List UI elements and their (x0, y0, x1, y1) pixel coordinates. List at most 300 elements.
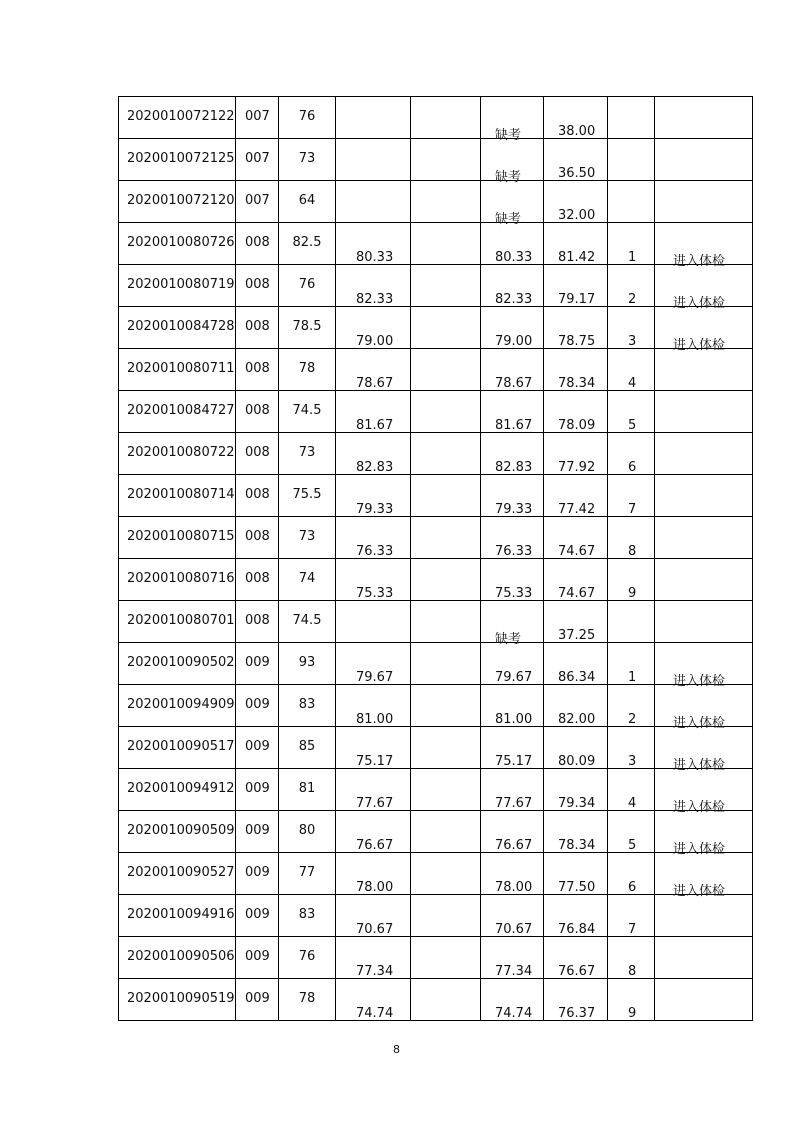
candidate-id-cell (119, 979, 236, 1021)
position-code-cell (236, 979, 279, 1021)
empty-cell-cell (411, 517, 481, 559)
position-code: 009 (245, 949, 270, 964)
position-code: 009 (245, 865, 270, 880)
written-score-cell (279, 223, 336, 265)
candidate-id: 2020010090509 (127, 823, 235, 838)
remark-cell (655, 727, 753, 773)
remark: 进入体检 (673, 338, 726, 353)
written-score: 74.5 (292, 613, 322, 628)
score-table (118, 96, 753, 1021)
candidate-id: 2020010090502 (127, 655, 235, 670)
remark-cell (655, 475, 753, 517)
final-interview-score-cell (481, 265, 544, 307)
table-row (119, 433, 753, 475)
final-interview-score-cell (481, 139, 544, 185)
written-score-cell (279, 895, 336, 937)
candidate-id: 2020010080722 (127, 445, 235, 460)
total-score: 82.00 (558, 712, 596, 727)
empty-cell-cell (411, 769, 481, 811)
empty-cell-cell (411, 265, 481, 307)
table-row (119, 643, 753, 685)
written-score-cell (279, 307, 336, 349)
candidate-id-cell (119, 811, 236, 853)
position-code-cell (236, 139, 279, 181)
position-code: 009 (245, 907, 270, 922)
table-row (119, 307, 753, 349)
candidate-id-cell (119, 97, 236, 139)
final-interview-score: 82.83 (495, 460, 533, 475)
table-row (119, 769, 753, 811)
total-score: 74.67 (558, 544, 596, 559)
final-interview-score-cell (481, 769, 544, 811)
final-interview-score: 81.67 (495, 418, 533, 433)
rank-cell (608, 643, 655, 685)
remark-cell (655, 181, 753, 223)
written-score: 74.5 (292, 403, 322, 418)
total-score-cell (544, 265, 608, 307)
total-score-cell (544, 181, 608, 223)
total-score-cell (544, 601, 608, 643)
interview-score-cell (336, 181, 411, 223)
remark: 进入体检 (673, 800, 726, 815)
final-interview-score: 74.74 (495, 1006, 533, 1021)
written-score: 76 (298, 277, 316, 292)
remark: 进入体检 (673, 884, 726, 899)
written-score-cell (279, 601, 336, 643)
position-code-cell (236, 601, 279, 643)
interview-score-cell (336, 979, 411, 1021)
candidate-id: 2020010094916 (127, 907, 235, 922)
candidate-id: 2020010084728 (127, 319, 235, 334)
candidate-id: 2020010080716 (127, 571, 235, 586)
rank-cell (608, 685, 655, 727)
remark: 进入体检 (673, 296, 726, 311)
rank-cell (608, 517, 655, 559)
candidate-id: 2020010080701 (127, 613, 235, 628)
remark-cell (655, 223, 753, 269)
interview-score-cell (336, 349, 411, 391)
rank-cell (608, 307, 655, 349)
table-row (119, 181, 753, 223)
final-interview-score: 77.67 (495, 796, 533, 811)
total-score-cell (544, 895, 608, 937)
final-interview-score: 77.34 (495, 964, 533, 979)
written-score-cell (279, 97, 336, 139)
interview-score-cell (336, 811, 411, 853)
interview-score: 76.33 (356, 544, 394, 559)
remark-cell (655, 349, 753, 391)
rank-cell (608, 769, 655, 811)
empty-cell-cell (411, 601, 481, 643)
final-interview-score: 75.33 (495, 586, 533, 601)
total-score-cell (544, 97, 608, 139)
rank: 5 (628, 838, 637, 853)
position-code-cell (236, 643, 279, 685)
rank: 2 (628, 712, 637, 727)
total-score-cell (544, 349, 608, 391)
score-table-body (119, 97, 753, 1021)
total-score: 78.09 (558, 418, 596, 433)
interview-score-cell (336, 475, 411, 517)
position-code: 009 (245, 781, 270, 796)
remark-cell (655, 937, 753, 979)
written-score-cell (279, 181, 336, 223)
candidate-id: 2020010080726 (127, 235, 235, 250)
final-interview-score: 80.33 (495, 250, 533, 265)
position-code: 008 (245, 613, 270, 628)
position-code-cell (236, 811, 279, 853)
written-score: 74 (298, 571, 316, 586)
interview-score: 76.67 (356, 838, 394, 853)
total-score-cell (544, 433, 608, 475)
position-code: 009 (245, 823, 270, 838)
final-interview-score-cell (481, 895, 544, 937)
written-score-cell (279, 769, 336, 811)
empty-cell-cell (411, 433, 481, 475)
interview-score: 79.00 (356, 334, 394, 349)
remark-cell (655, 433, 753, 475)
position-code-cell (236, 307, 279, 349)
interview-score-cell (336, 769, 411, 811)
total-score: 76.67 (558, 964, 596, 979)
empty-cell-cell (411, 559, 481, 601)
position-code-cell (236, 391, 279, 433)
written-score-cell (279, 559, 336, 601)
empty-cell-cell (411, 223, 481, 265)
candidate-id-cell (119, 937, 236, 979)
position-code-cell (236, 181, 279, 223)
total-score: 37.25 (558, 628, 596, 643)
total-score: 76.84 (558, 922, 596, 937)
interview-score: 77.67 (356, 796, 394, 811)
empty-cell-cell (411, 979, 481, 1021)
interview-score: 82.83 (356, 460, 394, 475)
candidate-id-cell (119, 223, 236, 265)
final-interview-score: 76.33 (495, 544, 533, 559)
written-score-cell (279, 349, 336, 391)
rank-cell (608, 853, 655, 895)
position-code-cell (236, 349, 279, 391)
written-score: 78 (298, 991, 316, 1006)
position-code: 008 (245, 529, 270, 544)
final-interview-score-cell (481, 307, 544, 349)
rank-cell (608, 223, 655, 265)
remark-cell (655, 601, 753, 643)
final-interview-score-cell (481, 517, 544, 559)
total-score: 77.42 (558, 502, 596, 517)
total-score-cell (544, 139, 608, 181)
interview-score-cell (336, 223, 411, 265)
final-interview-score-cell (481, 559, 544, 601)
total-score-cell (544, 727, 608, 769)
candidate-id-cell (119, 391, 236, 433)
total-score-cell (544, 391, 608, 433)
total-score: 78.34 (558, 838, 596, 853)
interview-score-cell (336, 601, 411, 643)
interview-score-cell (336, 265, 411, 307)
empty-cell-cell (411, 937, 481, 979)
remark: 进入体检 (673, 716, 726, 731)
remark-cell (655, 811, 753, 857)
remark-cell (655, 769, 753, 815)
candidate-id-cell (119, 685, 236, 727)
remark: 进入体检 (673, 674, 726, 689)
position-code: 007 (245, 193, 270, 208)
total-score-cell (544, 475, 608, 517)
rank: 7 (628, 502, 637, 517)
written-score-cell (279, 643, 336, 685)
candidate-id-cell (119, 307, 236, 349)
total-score: 74.67 (558, 586, 596, 601)
position-code: 008 (245, 487, 270, 502)
final-interview-score-cell (481, 937, 544, 979)
final-interview-score-cell (481, 181, 544, 227)
written-score: 80 (298, 823, 316, 838)
written-score-cell (279, 475, 336, 517)
position-code: 008 (245, 319, 270, 334)
rank: 7 (628, 922, 637, 937)
final-interview-score: 75.17 (495, 754, 533, 769)
empty-cell-cell (411, 895, 481, 937)
position-code-cell (236, 937, 279, 979)
written-score: 78.5 (292, 319, 322, 334)
total-score-cell (544, 937, 608, 979)
final-interview-score-cell (481, 685, 544, 727)
total-score: 86.34 (558, 670, 596, 685)
final-interview-score: 79.00 (495, 334, 533, 349)
interview-score-cell (336, 685, 411, 727)
table-row (119, 979, 753, 1021)
candidate-id-cell (119, 349, 236, 391)
interview-score-cell (336, 727, 411, 769)
table-row (119, 895, 753, 937)
final-interview-score: 79.33 (495, 502, 533, 517)
candidate-id-cell (119, 769, 236, 811)
empty-cell-cell (411, 643, 481, 685)
remark: 进入体检 (673, 842, 726, 857)
empty-cell-cell (411, 475, 481, 517)
interview-score-cell (336, 937, 411, 979)
rank: 1 (628, 670, 637, 685)
interview-score: 74.74 (356, 1006, 394, 1021)
written-score: 93 (298, 655, 316, 670)
rank: 9 (628, 1006, 637, 1021)
position-code: 009 (245, 697, 270, 712)
interview-score: 77.34 (356, 964, 394, 979)
total-score: 36.50 (558, 166, 596, 181)
final-interview-score-cell (481, 475, 544, 517)
position-code-cell (236, 895, 279, 937)
position-code: 009 (245, 739, 270, 754)
written-score: 83 (298, 697, 316, 712)
position-code: 008 (245, 361, 270, 376)
final-interview-score: 81.00 (495, 712, 533, 727)
final-interview-score-cell (481, 97, 544, 143)
remark-cell (655, 139, 753, 181)
written-score-cell (279, 811, 336, 853)
candidate-id: 2020010090506 (127, 949, 235, 964)
interview-score-cell (336, 433, 411, 475)
final-interview-score-cell (481, 349, 544, 391)
rank: 3 (628, 334, 637, 349)
candidate-id-cell (119, 265, 236, 307)
position-code-cell (236, 559, 279, 601)
remark-cell (655, 307, 753, 353)
rank-cell (608, 559, 655, 601)
rank: 5 (628, 418, 637, 433)
interview-score: 80.33 (356, 250, 394, 265)
position-code-cell (236, 97, 279, 139)
remark-cell (655, 97, 753, 139)
interview-score: 79.33 (356, 502, 394, 517)
interview-score: 79.67 (356, 670, 394, 685)
empty-cell-cell (411, 727, 481, 769)
total-score-cell (544, 685, 608, 727)
candidate-id: 2020010090519 (127, 991, 235, 1006)
written-score-cell (279, 139, 336, 181)
position-code-cell (236, 769, 279, 811)
total-score: 76.37 (558, 1006, 596, 1021)
total-score-cell (544, 517, 608, 559)
empty-cell-cell (411, 97, 481, 139)
written-score: 64 (298, 193, 316, 208)
table-row (119, 601, 753, 643)
rank-cell (608, 727, 655, 769)
remark-cell (655, 895, 753, 937)
candidate-id-cell (119, 475, 236, 517)
rank: 8 (628, 964, 637, 979)
position-code-cell (236, 223, 279, 265)
remark-cell (655, 979, 753, 1021)
total-score-cell (544, 643, 608, 685)
total-score-cell (544, 853, 608, 895)
final-interview-score: 缺考 (495, 212, 522, 227)
candidate-id-cell (119, 601, 236, 643)
interview-score-cell (336, 307, 411, 349)
candidate-id-cell (119, 643, 236, 685)
candidate-id: 2020010090527 (127, 865, 235, 880)
candidate-id: 2020010084727 (127, 403, 235, 418)
page-number: 8 (393, 1043, 400, 1056)
empty-cell-cell (411, 685, 481, 727)
rank: 3 (628, 754, 637, 769)
table-row (119, 223, 753, 265)
rank-cell (608, 391, 655, 433)
table-row (119, 391, 753, 433)
rank: 8 (628, 544, 637, 559)
written-score: 73 (298, 151, 316, 166)
remark-cell (655, 853, 753, 899)
candidate-id-cell (119, 433, 236, 475)
interview-score-cell (336, 391, 411, 433)
remark-cell (655, 391, 753, 433)
rank-cell (608, 811, 655, 853)
empty-cell-cell (411, 349, 481, 391)
rank-cell (608, 895, 655, 937)
total-score: 79.17 (558, 292, 596, 307)
rank: 2 (628, 292, 637, 307)
total-score: 79.34 (558, 796, 596, 811)
remark: 进入体检 (673, 758, 726, 773)
candidate-id: 2020010090517 (127, 739, 235, 754)
total-score: 77.50 (558, 880, 596, 895)
written-score: 78 (298, 361, 316, 376)
interview-score-cell (336, 97, 411, 139)
candidate-id-cell (119, 517, 236, 559)
rank-cell (608, 97, 655, 139)
position-code-cell (236, 517, 279, 559)
interview-score: 75.17 (356, 754, 394, 769)
final-interview-score-cell (481, 433, 544, 475)
candidate-id-cell (119, 895, 236, 937)
empty-cell-cell (411, 811, 481, 853)
total-score: 78.34 (558, 376, 596, 391)
candidate-id: 2020010072122 (127, 109, 235, 124)
final-interview-score: 76.67 (495, 838, 533, 853)
final-interview-score: 70.67 (495, 922, 533, 937)
position-code: 008 (245, 571, 270, 586)
rank-cell (608, 433, 655, 475)
final-interview-score-cell (481, 223, 544, 265)
candidate-id: 2020010072125 (127, 151, 235, 166)
written-score: 83 (298, 907, 316, 922)
position-code: 008 (245, 445, 270, 460)
final-interview-score-cell (481, 811, 544, 853)
rank: 6 (628, 880, 637, 895)
written-score: 76 (298, 949, 316, 964)
final-interview-score: 79.67 (495, 670, 533, 685)
remark-cell (655, 559, 753, 601)
rank: 6 (628, 460, 637, 475)
position-code: 008 (245, 235, 270, 250)
interview-score-cell (336, 517, 411, 559)
written-score-cell (279, 937, 336, 979)
candidate-id: 2020010094912 (127, 781, 235, 796)
total-score-cell (544, 223, 608, 265)
candidate-id-cell (119, 853, 236, 895)
interview-score-cell (336, 559, 411, 601)
interview-score-cell (336, 139, 411, 181)
position-code: 008 (245, 403, 270, 418)
position-code: 007 (245, 151, 270, 166)
position-code: 008 (245, 277, 270, 292)
table-row (119, 853, 753, 895)
rank-cell (608, 937, 655, 979)
final-interview-score: 82.33 (495, 292, 533, 307)
written-score: 76 (298, 109, 316, 124)
total-score: 32.00 (558, 208, 596, 223)
remark-cell (655, 643, 753, 689)
position-code-cell (236, 685, 279, 727)
total-score: 38.00 (558, 124, 596, 139)
rank-cell (608, 265, 655, 307)
table-row (119, 559, 753, 601)
total-score: 77.92 (558, 460, 596, 475)
total-score-cell (544, 811, 608, 853)
rank-cell (608, 979, 655, 1021)
rank: 4 (628, 376, 637, 391)
table-row (119, 727, 753, 769)
total-score-cell (544, 559, 608, 601)
rank: 4 (628, 796, 637, 811)
candidate-id: 2020010080715 (127, 529, 235, 544)
written-score: 85 (298, 739, 316, 754)
final-interview-score-cell (481, 853, 544, 895)
total-score-cell (544, 979, 608, 1021)
rank-cell (608, 475, 655, 517)
final-interview-score: 缺考 (495, 632, 522, 647)
written-score: 77 (298, 865, 316, 880)
